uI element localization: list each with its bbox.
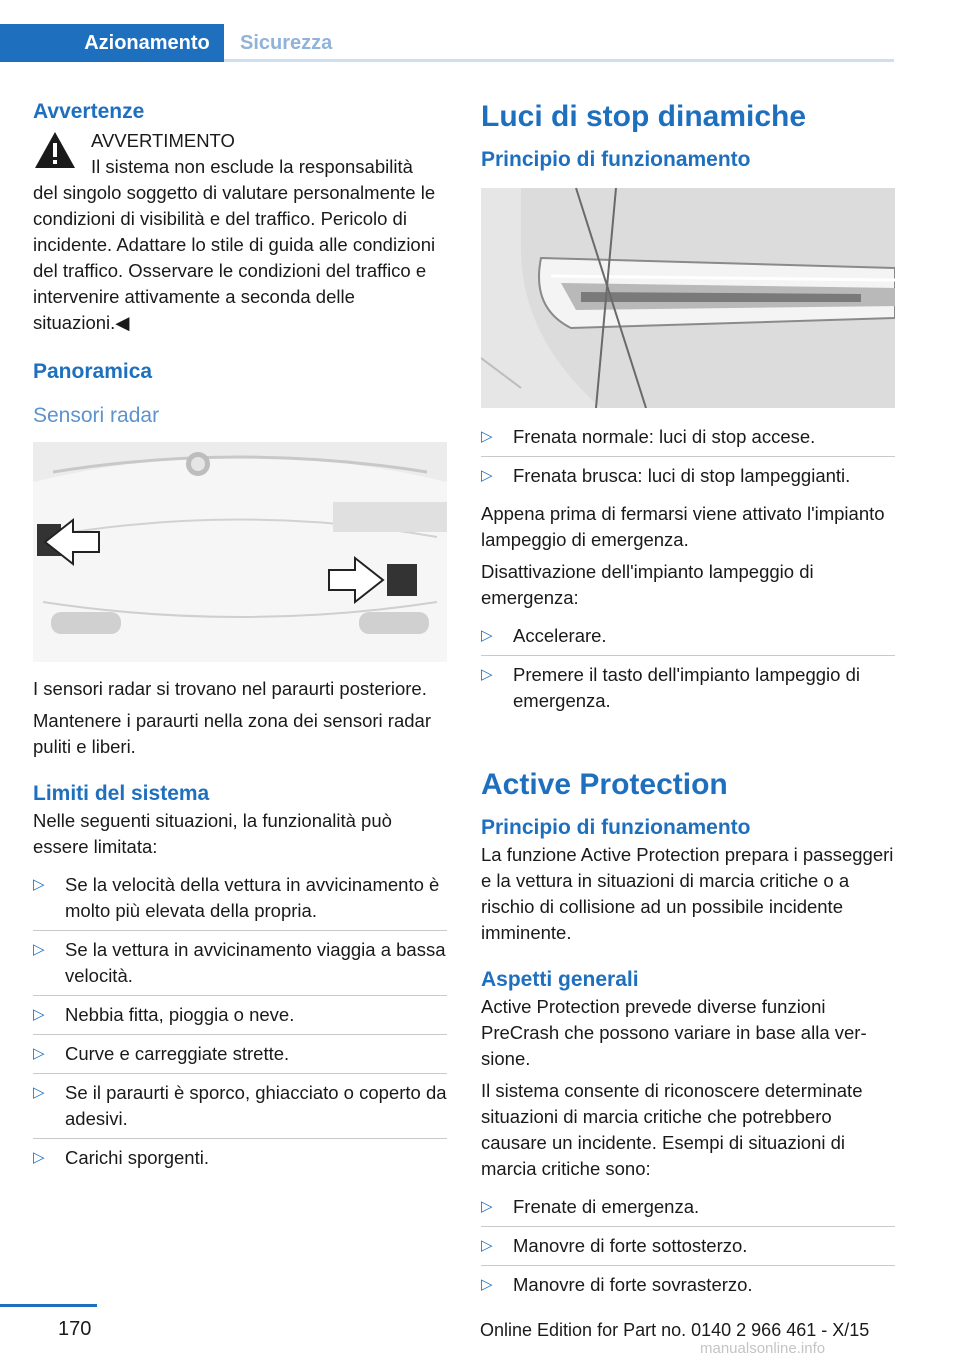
list-item: ▷ Premere il tasto dell'impianto lampeggio di emergenza. bbox=[481, 655, 895, 720]
list-item: ▷ Frenata brusca: luci di stop lampeggianti. bbox=[481, 456, 895, 495]
ap-paragraph-2: Active Protection prevede diverse funzioni PreCrash che possono variare in base alla versione. bbox=[481, 996, 867, 1069]
right-column bbox=[481, 100, 895, 1304]
list-item: ▷ Frenata normale: luci di stop accese. bbox=[481, 426, 816, 447]
list-item: ▷ Carichi sporgenti. bbox=[33, 1138, 447, 1177]
radar-heading: Sensori radar bbox=[33, 404, 160, 427]
radar-paragraph-2: Mantenere i paraurti nella zona dei sensori radar puliti e liberi. bbox=[33, 710, 431, 757]
active-protection-heading: Active Protection bbox=[481, 768, 728, 801]
ap-list bbox=[481, 1188, 895, 1304]
ap-paragraph-1: La funzione Active Protection prepara i passeggeri e la vettura in situazioni di marcia critiche o a rischio di collisione ad un possibile incidente imminente. bbox=[481, 844, 894, 943]
list-item: ▷ Manovre di forte sottosterzo. bbox=[481, 1226, 895, 1265]
brake-light-figure bbox=[481, 188, 895, 408]
warning-text: del singolo soggetto di valutare personalmente le condizioni di visibilità e del traffico. Pericolo di incidente. Adattare lo stile di guida alle condizioni del traffico. Osservare le condizioni del traffico e intervenire attivamente a seconda delle situazioni.◀ bbox=[33, 182, 436, 333]
brake-principle-heading: Principio di funzionamento bbox=[481, 148, 751, 171]
page-number: 170 bbox=[58, 1318, 92, 1340]
list-item: ▷ Curve e carreggiate strette. bbox=[33, 1034, 447, 1073]
edition-text: Online Edition for Part no. 0140 2 966 461 - X/15 bbox=[480, 1320, 870, 1340]
brake-lights-heading: Luci di stop dinamiche bbox=[481, 100, 807, 133]
list-item: ▷ Se il paraurti è sporco, ghiacciato o coperto da adesivi. bbox=[33, 1073, 447, 1138]
tab-azionamento[interactable]: Azionamento bbox=[0, 24, 224, 62]
warning-title: AVVERTIMENTO bbox=[91, 130, 235, 151]
list-item: ▷ Nebbia fitta, pioggia o neve. bbox=[33, 995, 447, 1034]
warnings-heading: Avvertenze bbox=[33, 100, 145, 123]
limits-list bbox=[33, 866, 447, 1177]
list-item: ▷ Manovre di forte sovrasterzo. bbox=[481, 1265, 895, 1304]
warning-triangle-icon bbox=[33, 130, 77, 170]
overview-heading: Panoramica bbox=[33, 360, 153, 383]
ap-general-heading: Aspetti generali bbox=[481, 968, 639, 991]
left-column bbox=[33, 100, 447, 1177]
list-item: ▷ Accelerare. bbox=[481, 625, 607, 646]
brake-list bbox=[481, 418, 895, 495]
tail-light-illustration bbox=[481, 188, 895, 408]
limits-intro: Nelle seguenti situazioni, la funzionalità può essere limitata: bbox=[33, 810, 392, 857]
rear-bumper-illustration bbox=[33, 442, 447, 662]
warning-block bbox=[33, 128, 447, 180]
brake-paragraph-1: Appena prima di fermarsi viene attivato l'impianto lampeggio di emergenza. bbox=[481, 503, 885, 550]
list-item: ▷ Se la velocità della vettura in avvicinamento è molto più elevata della propria. bbox=[33, 874, 440, 921]
warning-first-line: Il sistema non esclude la responsabilità bbox=[91, 156, 413, 177]
tab-sicurezza[interactable]: Sicurezza bbox=[240, 31, 333, 54]
brake-paragraph-2: Disattivazione dell'impianto lampeggio di emergenza: bbox=[481, 561, 814, 608]
deactivation-list bbox=[481, 617, 895, 720]
list-item: ▷ Frenate di emergenza. bbox=[481, 1196, 700, 1217]
limits-heading: Limiti del sistema bbox=[33, 782, 210, 805]
radar-sensor-figure bbox=[33, 442, 447, 662]
radar-paragraph-1: I sensori radar si trovano nel paraurti posteriore. bbox=[33, 678, 427, 699]
radar-sensor-right bbox=[387, 564, 417, 596]
header-divider bbox=[224, 59, 894, 62]
watermark: manualsonline.info bbox=[700, 1340, 826, 1357]
footer-accent-line bbox=[0, 1304, 97, 1307]
header-bar bbox=[0, 0, 960, 62]
list-item: ▷ Se la vettura in avvicinamento viaggia a bassa velocità. bbox=[33, 930, 447, 995]
ap-principle-heading: Principio di funzionamento bbox=[481, 816, 751, 839]
ap-paragraph-3: Il sistema consente di riconoscere determinate situazioni di marcia critiche che potrebbero causare un incidente. Esempi di situazioni di marcia critiche sono: bbox=[481, 1080, 863, 1179]
